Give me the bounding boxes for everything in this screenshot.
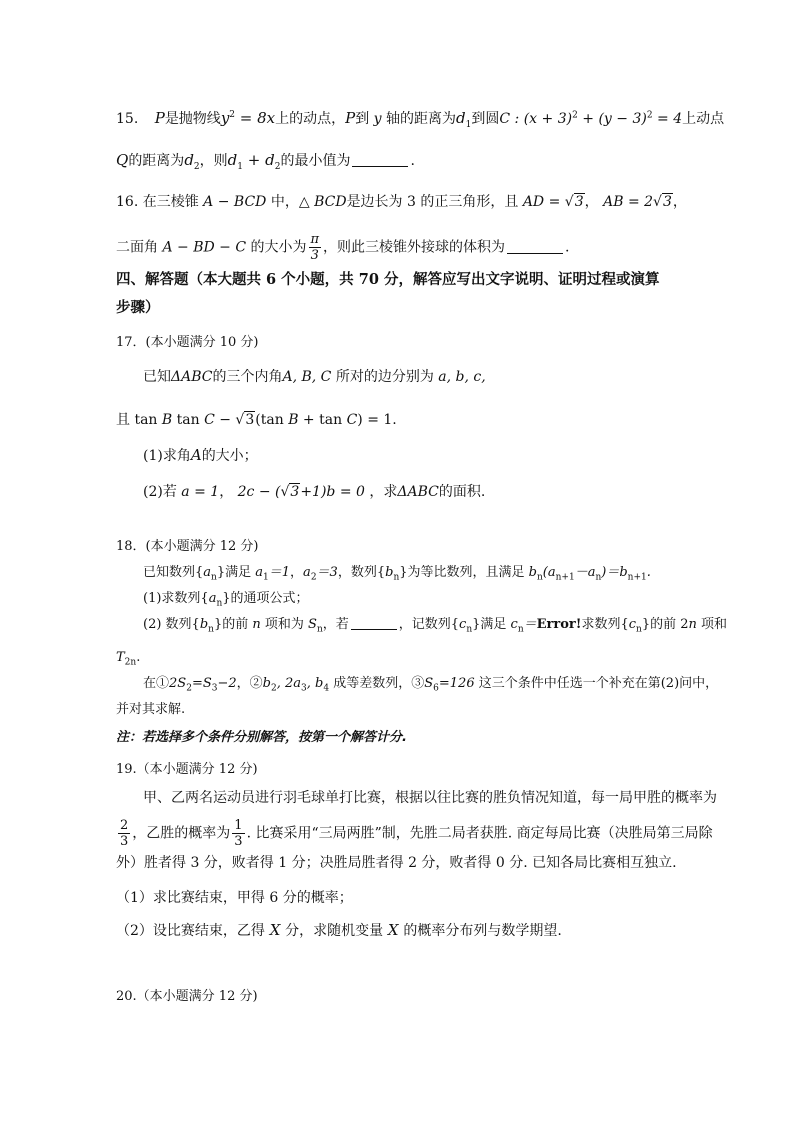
q18-line4: $T_{2n}$. — [116, 650, 141, 668]
q15-circle: C : $(x + 3)^2 + (y - 3)^2 = 4$ — [499, 110, 683, 127]
q18-error-text: Error! — [536, 617, 582, 632]
q18-part1: (1)求数列$\{a_n\}$的通项公式； — [143, 591, 309, 609]
q19-fraction-one-third: $\frac{1}{3}$ — [234, 818, 243, 849]
q19-line1: 甲、乙两名运动员进行羽毛球单打比赛，根据以往比赛的胜负情况知道，每一局甲胜的概率为 — [143, 790, 717, 806]
q15-number: 15. — [116, 111, 139, 127]
q16-line2: 二面角 A − BD − C 的大小为 $\frac{\pi}{3}$ ，则此三棱锥外接球的体积为 . — [116, 232, 570, 263]
q17-part2: (2)若 a = 1， 2c − (√3+1)b = 0 ，求ΔABC的面积. — [143, 484, 486, 500]
q19-fraction-two-thirds: $\frac{2}{3}$ — [120, 818, 129, 849]
q15-line2: Q的距离为$d_2$，则$d_1 + d_2$的最小值为 . — [116, 151, 415, 172]
q16-fraction: $\frac{\pi}{3}$ — [310, 232, 320, 263]
q19-line2: $\frac{2}{3}$ ，乙胜的概率为 $\frac{1}{3}$ . 比赛采用“三局两胜”制，先胜二局者获胜. 商定每局比赛（决胜局第三局除 — [120, 818, 713, 849]
q16-answer-blank — [507, 239, 563, 254]
q18-line5: 在$①2S_2=S_3-2$，$②b_2$, $2a_3$, $b_4$ 成等差数列，$③S_6=126$ 这三个条件中任选一个补充在第(2)问中， — [143, 676, 719, 694]
q18-condition-blank — [351, 615, 397, 630]
q17-equation: tan B tan C − √3(tan B + tan C) = 1 — [130, 412, 393, 428]
q18-note: 注：若选择多个条件分别解答，按第一个解答计分. — [116, 730, 407, 745]
q17-line1: 已知ΔABC的三个内角A, B, C 所对的边分别为 a, b, c, — [143, 369, 486, 385]
q19-heading: 19.（本小题满分 12 分) — [116, 762, 258, 777]
q18-part2: (2) 数列$\{b_n\}$的前 n 项和为 $S_n$，若 ，记数列$\{c_n\}$满足 $c_n=Error$!求数列$\{c_n\}$的前 2n 项和 — [143, 617, 728, 635]
q15-parabola: $y^2 = 8x$ — [220, 109, 276, 127]
q17-heading: 17．(本小题满分 10 分) — [116, 335, 259, 350]
section4-title-cont: 步骤） — [116, 299, 160, 316]
q17-part1: (1)求角A的大小； — [143, 446, 258, 464]
q19-part2: （2）设比赛结束，乙得 X 分，求随机变量 X 的概率分布列与数学期望. — [116, 921, 562, 939]
q16-line1: 16. 在三棱锥 A − BCD 中，△ BCD是边长为 3 的正三角形，且 AD = √3， AB = 2√3， — [116, 194, 687, 210]
q17-line2: 且 tan B tan C − √3(tan B + tan C) = 1. — [116, 412, 397, 428]
q18-line6: 并对其求解. — [116, 702, 186, 717]
section4-title: 四、解答题（本大题共 6 个小题，共 70 分，解答应写出文字说明、证明过程或演算 — [116, 271, 660, 288]
q18-heading: 18．(本小题满分 12 分) — [116, 539, 259, 554]
q15-answer-blank — [352, 152, 408, 167]
q18-line1: 已知数列$\{a_n\}$满足 $a_1=1$，$a_2=3$，数列$\{b_n\}$为等比数列，且满足 $b_n(a_{n+1}-a_n)=b_{n+1}$. — [143, 565, 651, 583]
q19-part1: （1）求比赛结束，甲得 6 分的概率； — [116, 890, 353, 906]
q19-line3: 外）胜者得 3 分，败者得 1 分；决胜局胜者得 2 分，败者得 0 分. 已知各局比赛相互独立. — [116, 855, 677, 871]
q20-heading: 20.（本小题满分 12 分) — [116, 989, 258, 1004]
q15-line1: 15. P是抛物线$y^2 = 8x$上的动点，P到 y 轴的距离为$d_1$到圆C : $(x + 3)^2 + (y - 3)^2 = 4$上动点 — [116, 109, 725, 130]
